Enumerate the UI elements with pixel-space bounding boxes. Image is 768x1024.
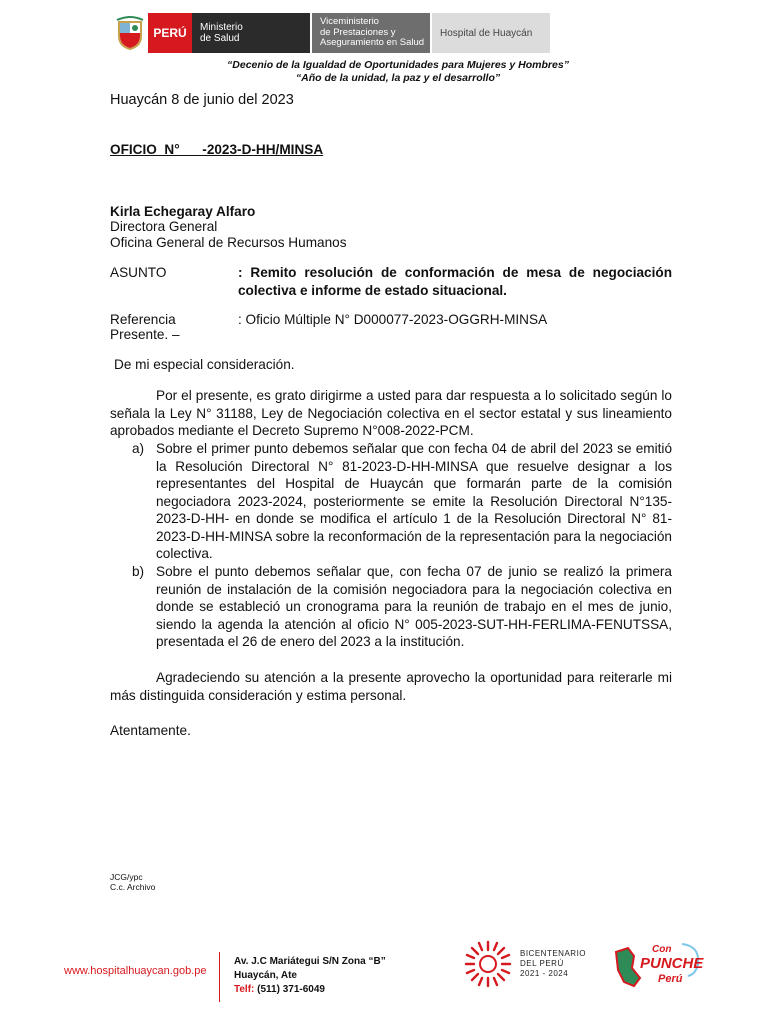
motto-line-1: “Decenio de la Igualdad de Oportunidades para Mujeres y Hombres” — [227, 59, 569, 71]
cc-archivo: C.c. Archivo — [110, 882, 156, 892]
asunto-text: : Remito resolución de conformación de mesa de negociación colectiva e informe de estado situacional. — [238, 265, 672, 298]
bicentenario-text — [520, 949, 586, 979]
list-item-a — [132, 440, 672, 563]
viceministerio-line: Viceministerio — [320, 16, 379, 28]
footer-address — [234, 955, 386, 997]
ministerio-line: Ministerio — [200, 22, 243, 33]
coat-of-arms-icon — [112, 13, 148, 53]
phone-line — [234, 983, 386, 997]
place-date: Huaycán 8 de junio del 2023 — [110, 92, 294, 108]
bicentenario-sun-icon — [462, 938, 514, 990]
list-item-a-text: Sobre el primer punto debemos señalar que con fecha 04 de abril del 2023 se emitió la Resolución Directoral N° 81-2023-D-HH-MINSA que resuelve designar a los representantes del Hospital de Huaycán que formarán parte de la comisión negociadora 2023-2024, posteriormente se emite la Resolución Directoral N°135-2023-D-HH- en donde se modifica el artículo 1 de la Resolución Directoral N° 81-2023-D-HH-MINSA sobre la reconformación de la representación para la negociación colectiva. — [156, 441, 672, 561]
bicentenario-line: DEL PERÚ — [520, 959, 564, 968]
phone-label: Telf: — [234, 984, 255, 995]
footer-divider — [219, 952, 220, 1002]
address-line-1: Av. J.C Mariátegui S/N Zona “B” — [234, 956, 386, 967]
viceministerio-block — [312, 13, 430, 53]
website-link[interactable]: www.hospitalhuaycan.gob.pe — [64, 965, 207, 977]
hospital-label: Hospital de Huaycán — [432, 13, 550, 53]
peru-label: PERÚ — [148, 13, 192, 53]
bicentenario-line: 2021 - 2024 — [520, 969, 569, 978]
header-banner — [112, 13, 550, 53]
presente: Presente. – — [110, 327, 180, 342]
punche-con: Con — [652, 944, 672, 955]
list-label-b: b) — [132, 564, 145, 579]
punche-peru: Perú — [658, 973, 683, 985]
ministerio-line: de Salud — [200, 33, 240, 44]
recipient-name: Kirla Echegaray Alfaro — [110, 204, 256, 219]
asunto-label: ASUNTO — [110, 265, 167, 280]
bicentenario-line: BICENTENARIO — [520, 949, 587, 958]
referencia-text: : Oficio Múltiple N° D000077-2023-OGGRH-MINSA — [238, 312, 548, 327]
ministerio-block — [192, 13, 310, 53]
greeting: De mi especial consideración. — [114, 357, 295, 372]
oficio-number: OFICIO N° -2023-D-HH/MINSA — [110, 142, 324, 157]
closing-paragraph: Agradeciendo su atención a la presente aprovecho la oportunidad para reiterarle mi más distinguida consideración y estima personal. — [110, 670, 672, 703]
list-item-b-text: Sobre el punto debemos señalar que, con fecha 07 de junio se realizó la primera reunión de instalación de la comisión negociadora para la negociación colectiva en donde se estableció un cronograma para la reunión de trabajo en el mes de junio, siendo la agenda la atención al oficio N° 005-2023-SUT-HH-FERLIMA-FENUTSSA, presentada el 26 de enero del 2023 a la institución. — [156, 564, 672, 649]
phone-number: (511) 371-6049 — [257, 984, 325, 995]
bicentenario-logo — [462, 938, 586, 990]
motto-line-2: “Año de la unidad, la paz y el desarrollo” — [295, 72, 501, 84]
viceministerio-line: de Prestaciones y — [320, 26, 396, 38]
viceministerio-line: Aseguramiento en Salud — [320, 37, 425, 49]
recipient-title: Directora General — [110, 219, 218, 234]
list-item-b — [132, 563, 672, 651]
list-label-a: a) — [132, 441, 145, 456]
punche-word: PUNCHE — [640, 955, 704, 972]
signoff: Atentamente. — [110, 723, 191, 738]
recipient-office: Oficina General de Recursos Humanos — [110, 235, 347, 250]
referencia-label: Referencia — [110, 312, 176, 327]
initials: JCG/ypc — [110, 872, 143, 882]
address-line-2: Huaycán, Ate — [234, 970, 297, 981]
con-punche-peru-logo — [612, 938, 704, 990]
paragraph-1: Por el presente, es grato dirigirme a usted para dar respuesta a lo solicitado según lo señala la Ley N° 31188, Ley de Negociación colectiva en el sector estatal y sus lineamiento aprobados mediante el Decreto Supremo N°008-2022-PCM. — [110, 388, 672, 438]
